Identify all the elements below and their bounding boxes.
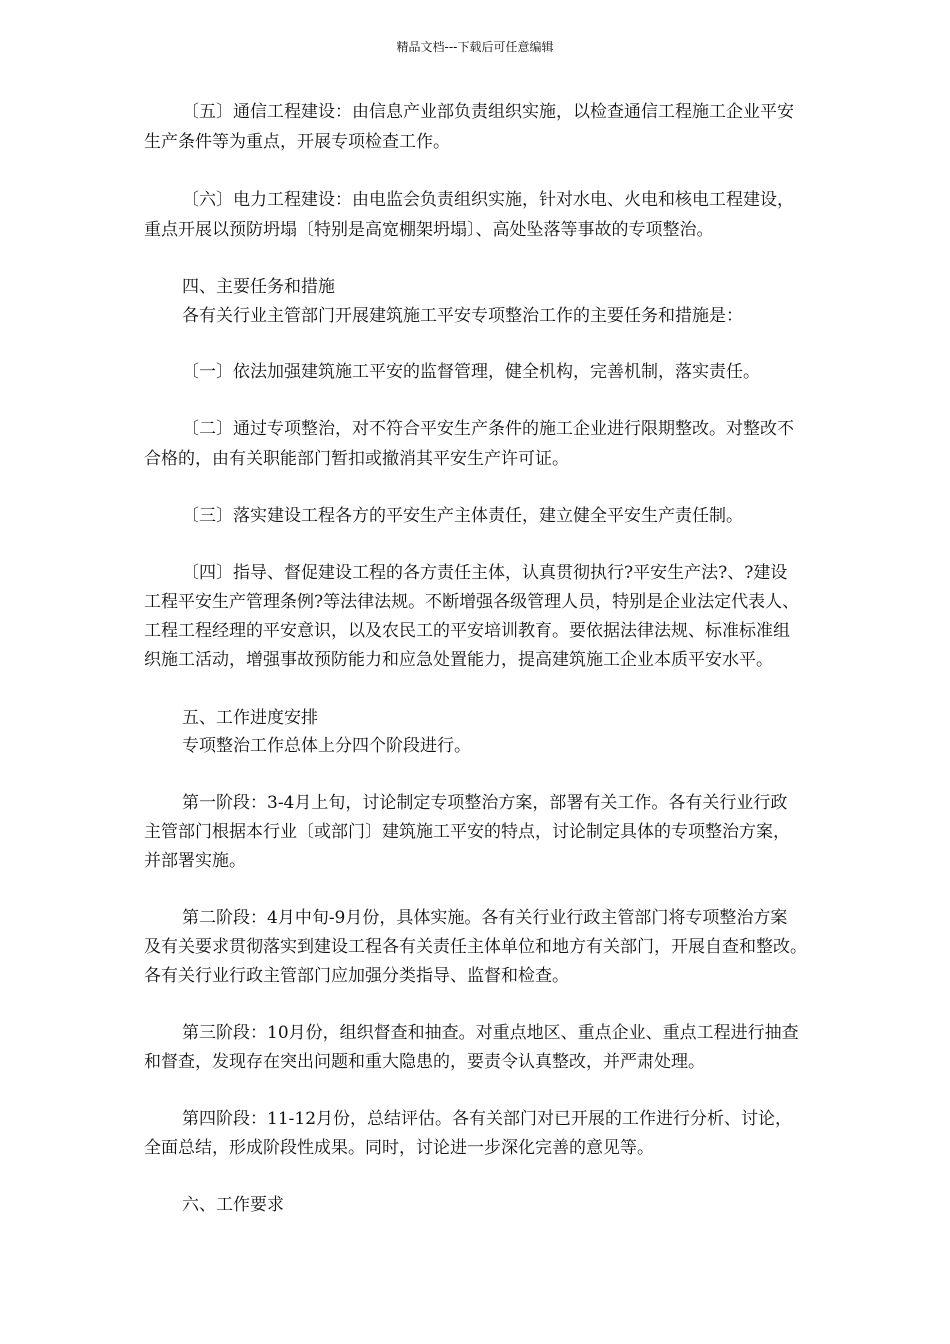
paragraph-line: 和督查，发现存在突出问题和重大隐患的，要责令认真整改，并严肃处理。: [144, 1052, 705, 1072]
paragraph-line: 〔四〕指导、督促建设工程的各方责任主体，认真贯彻执行?平安生产法?、?建设: [182, 563, 788, 583]
paragraph-line: 〔五〕通信工程建设：由信息产业部负责组织实施，以检查通信工程施工企业平安: [182, 102, 794, 122]
section-heading: 五、工作进度安排: [182, 708, 318, 728]
paragraph-line: 各有关行业主管部门开展建筑施工平安专项整治工作的主要任务和措施是：: [182, 306, 743, 326]
paragraph-line: 全面总结，形成阶段性成果。同时，讨论进一步深化完善的意见等。: [144, 1138, 654, 1158]
paragraph-line: 合格的，由有关职能部门暂扣或撤消其平安生产许可证。: [144, 449, 569, 469]
paragraph-line: 生产条件等为重点，开展专项检查工作。: [144, 132, 450, 152]
paragraph-line: 专项整治工作总体上分四个阶段进行。: [182, 736, 471, 756]
paragraph-line: 第三阶段：10月份，组织督查和抽查。对重点地区、重点企业、重点工程进行抽查: [182, 1023, 799, 1043]
section-heading: 四、主要任务和措施: [182, 277, 335, 297]
page-header: 精品文档---下载后可任意编辑: [396, 40, 554, 54]
paragraph-line: 第二阶段：4月中旬-9月份，具体实施。各有关行业行政主管部门将专项整治方案: [182, 908, 788, 928]
paragraph-line: 及有关要求贯彻落实到建设工程各有关责任主体单位和地方有关部门，开展自查和整改。: [144, 937, 807, 957]
paragraph-line: 第四阶段：11-12月份，总结评估。各有关部门对已开展的工作进行分析、讨论，: [182, 1109, 793, 1129]
paragraph-line: 主管部门根据本行业〔或部门〕建筑施工平安的特点，讨论制定具体的专项整治方案，: [144, 822, 790, 842]
paragraph-line: 工程工程经理的平安意识，以及农民工的平安培训教育。要依据法律法规、标准标准组: [144, 621, 790, 641]
paragraph-line: 〔二〕通过专项整治，对不符合平安生产条件的施工企业进行限期整改。对整改不: [182, 419, 794, 439]
paragraph-line: 〔六〕电力工程建设：由电监会负责组织实施，针对水电、火电和核电工程建设，: [182, 190, 794, 210]
paragraph-line: 工程平安生产管理条例?等法律法规。不断增强各级管理人员，特别是企业法定代表人、: [144, 592, 800, 612]
paragraph-line: 并部署实施。: [144, 851, 246, 871]
paragraph-line: 〔三〕落实建设工程各方的平安生产主体责任，建立健全平安生产责任制。: [182, 506, 743, 526]
paragraph-line: 第一阶段：3-4月上旬，讨论制定专项整治方案，部署有关工作。各有关行业行政: [182, 793, 788, 813]
paragraph-line: 各有关行业行政主管部门应加强分类指导、监督和检查。: [144, 966, 569, 986]
paragraph-line: 重点开展以预防坍塌〔特别是高宽棚架坍塌〕、高处坠落等事故的专项整治。: [144, 220, 714, 240]
paragraph-line: 织施工活动，增强事故预防能力和应急处置能力，提高建筑施工企业本质平安水平。: [144, 650, 773, 670]
section-heading: 六、工作要求: [182, 1195, 284, 1215]
paragraph-line: 〔一〕依法加强建筑施工平安的监督管理，健全机构，完善机制，落实责任。: [182, 362, 760, 382]
